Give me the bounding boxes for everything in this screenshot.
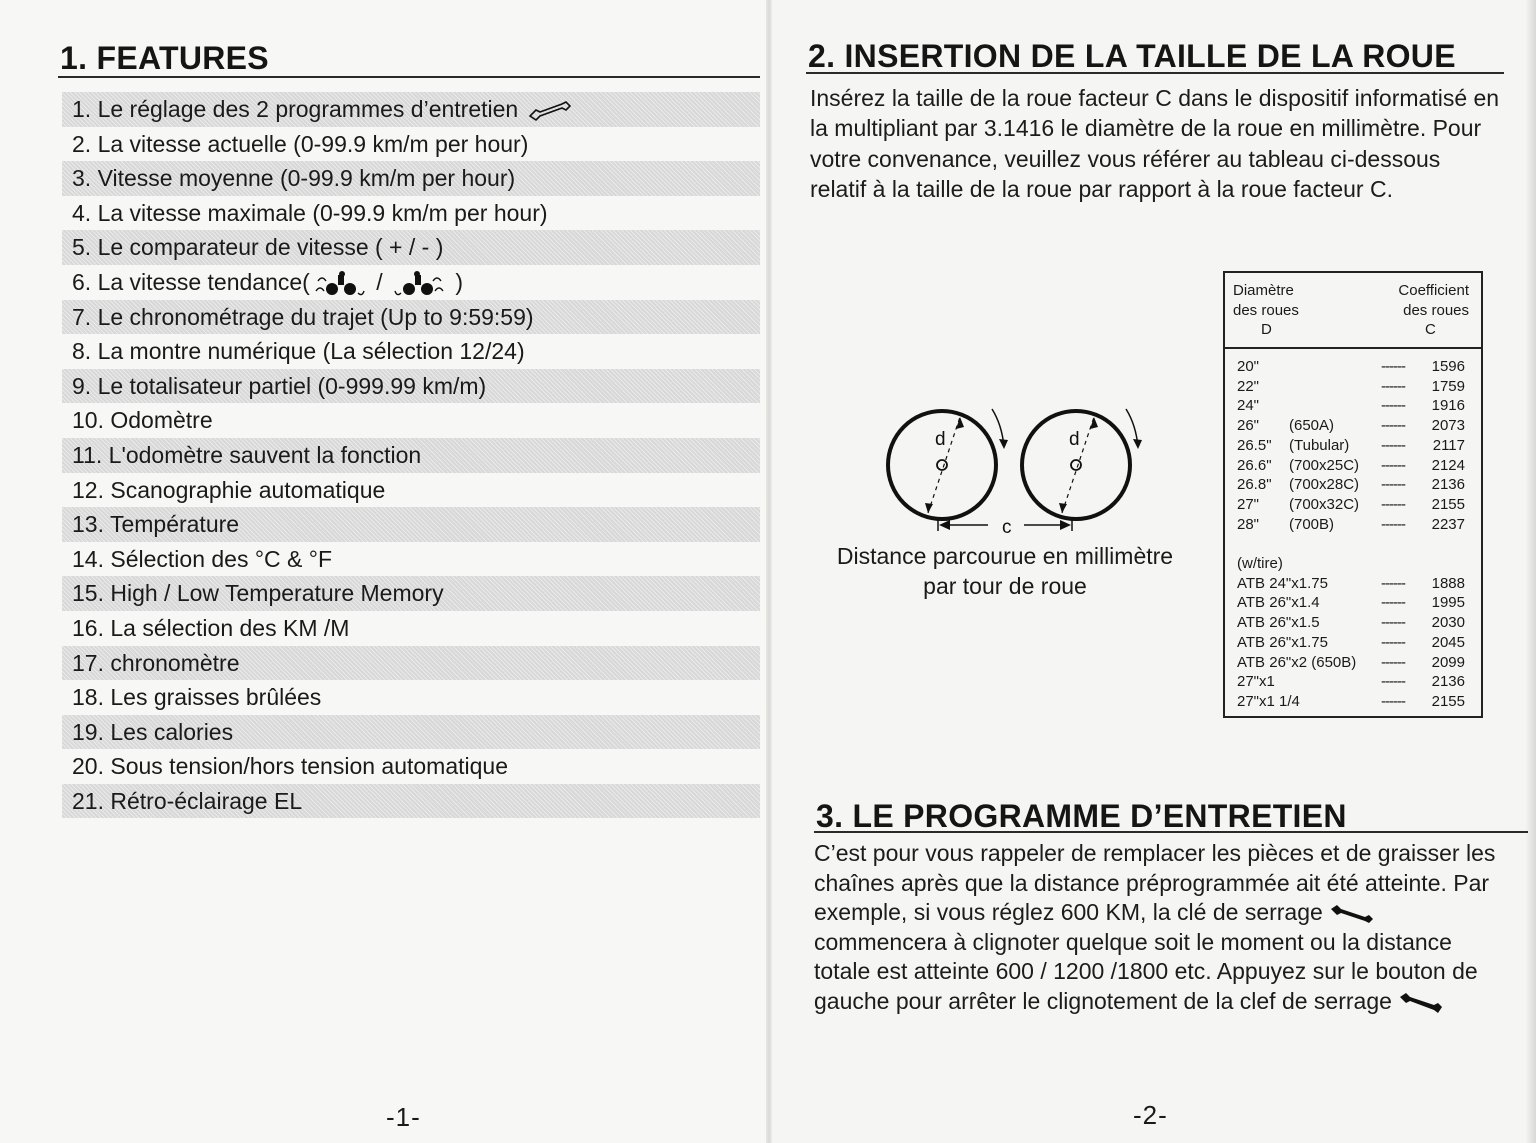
wheel-size: 26": [1237, 417, 1260, 435]
wheel-size: 24": [1237, 397, 1260, 415]
wheel-coefficient: 2124: [1431, 456, 1465, 474]
table-row: [1225, 515, 1481, 535]
wheel-size: ATB 26"x1.4: [1237, 594, 1320, 612]
dash-leader: ------: [1381, 614, 1405, 632]
trend-separator: /: [369, 268, 389, 295]
header-coefficient-line2: des roues: [1403, 302, 1469, 319]
wheel-size-heading: 2. INSERTION DE LA TAILLE DE LA ROUE: [808, 38, 1456, 74]
wheel-coefficient: 2136: [1431, 476, 1465, 494]
feature-text: 4. La vitesse maximale (0-99.9 km/m per hour): [72, 199, 548, 226]
wheel-coefficient: 1916: [1431, 397, 1465, 415]
dash-leader: ------: [1381, 515, 1405, 533]
table-row: [1225, 436, 1481, 456]
wheel-coefficient: 2030: [1431, 614, 1465, 632]
feature-text: 14. Sélection des °C & °F: [72, 545, 333, 572]
feature-item: [62, 749, 760, 784]
wheel-size: ATB 26"x2 (650B): [1237, 653, 1357, 671]
feature-item: [62, 196, 760, 231]
wheel-coefficient: 2155: [1431, 495, 1465, 513]
dash-leader: ------: [1381, 377, 1405, 395]
wheel-type: (700x32C): [1289, 495, 1360, 513]
wheel-size: (w/tire): [1237, 555, 1283, 572]
table-row: [1225, 456, 1481, 476]
feature-item: [62, 611, 760, 646]
feature-item: [62, 784, 760, 819]
maintenance-heading: 3. LE PROGRAMME D’ENTRETIEN: [816, 798, 1347, 834]
feature-text: 21. Rétro-éclairage EL: [72, 787, 303, 814]
feature-text: 9. Le totalisateur partiel (0-999.99 km/m): [72, 372, 487, 399]
feature-item: [62, 300, 760, 335]
features-heading-rule: [58, 76, 760, 78]
feature-item: [62, 507, 760, 542]
wheel-size: ATB 26"x1.75: [1237, 633, 1328, 651]
feature-item: [62, 715, 760, 750]
header-d: D: [1261, 321, 1272, 338]
table-row: [1225, 653, 1481, 673]
feature-text: 1. Le réglage des 2 programmes d’entretien: [72, 96, 519, 122]
wheel-type: (Tubular): [1289, 436, 1350, 454]
dash-leader: ------: [1381, 358, 1405, 375]
wheel-size: ATB 24"x1.75: [1237, 574, 1328, 592]
dash-leader: ------: [1381, 673, 1405, 691]
dash-leader: ------: [1381, 417, 1405, 435]
wheel-coefficient: 2237: [1431, 515, 1465, 533]
feature-text: 16. La sélection des KM /M: [72, 614, 350, 641]
feature-text: 17. chronomètre: [72, 649, 240, 676]
maintenance-text-part2: commencera à clignoter quelque soit le moment ou la distance totale est atteinte 600 / 1200 /1800 etc. Appuyez sur le bouton de gauche pour arrêter le clignotement de la clef de serrage: [814, 928, 1478, 1014]
header-diameter-line1: Diamètre: [1233, 282, 1294, 299]
feature-text: 5. Le comparateur de vitesse ( + / - ): [72, 234, 444, 261]
feature-text: 18. Les graisses brûlées: [72, 684, 322, 711]
feature-text: 20. Sous tension/hors tension automatique: [72, 753, 509, 780]
feature-text: 11. L'odomètre sauvent la fonction: [72, 441, 422, 468]
feature-text: 7. Le chronométrage du trajet (Up to 9:59:59): [72, 303, 534, 330]
feature-item: [62, 542, 760, 577]
wheel-coefficient: 1888: [1431, 574, 1465, 592]
feature-item: [62, 127, 760, 162]
wrench-icon: [526, 100, 574, 122]
wheel-right: [1022, 409, 1142, 519]
table-header: [1225, 273, 1481, 349]
trend-close: ): [449, 268, 464, 295]
feature-item: [62, 403, 760, 438]
wheel-type: (700x28C): [1289, 476, 1360, 494]
page-fold: [766, 0, 772, 1143]
table-row: [1225, 692, 1481, 712]
maintenance-paragraph: [814, 839, 1504, 1017]
table-row: [1225, 377, 1481, 397]
wheel-coefficient: 1995: [1431, 594, 1465, 612]
feature-item: [62, 265, 760, 300]
diagram-caption: [815, 541, 1195, 601]
table-row: [1225, 357, 1481, 377]
header-coefficient-line1: Coefficient: [1398, 282, 1469, 299]
wheel-type: (700x25C): [1289, 456, 1360, 474]
wheel-size: 27": [1237, 495, 1260, 513]
feature-text: 2. La vitesse actuelle (0-99.9 km/m per hour): [72, 130, 529, 157]
wheel-size: 27"x1 1/4: [1237, 692, 1300, 710]
feature-text: 6. La vitesse tendance(: [72, 268, 310, 295]
feature-item: [62, 646, 760, 681]
cyclist-trend-icon: [314, 271, 366, 297]
wheel-size: 26.6": [1237, 456, 1272, 474]
wheel-size: 22": [1237, 377, 1260, 395]
header-diameter-line2: des roues: [1233, 302, 1299, 319]
wheel-type: (700B): [1289, 515, 1335, 533]
dash-leader: ------: [1381, 456, 1405, 474]
feature-text: 13. Température: [72, 511, 240, 538]
page-number-right: -2-: [1133, 1100, 1168, 1130]
feature-item: [62, 230, 760, 265]
table-row: [1225, 554, 1481, 574]
feature-item: [62, 334, 760, 369]
feature-item: [62, 473, 760, 508]
features-list: [62, 92, 760, 818]
feature-text: 15. High / Low Temperature Memory: [72, 580, 444, 607]
wheel-coefficient: 2073: [1431, 417, 1465, 435]
wheel-size: 26.8": [1237, 476, 1272, 494]
feature-text: 8. La montre numérique (La sélection 12/24): [72, 338, 525, 365]
diagram-label-c: c: [1002, 517, 1012, 538]
page-edge: [1526, 0, 1536, 1143]
features-heading: 1. FEATURES: [60, 40, 269, 76]
table-row: [1225, 574, 1481, 594]
feature-item: [62, 369, 760, 404]
wheel-coefficient: 1596: [1431, 358, 1465, 375]
wheel-size-heading-rule: [806, 72, 1504, 74]
wheel-coefficient: 1759: [1431, 377, 1465, 395]
dash-leader: ------: [1381, 594, 1405, 612]
feature-text: 10. Odomètre: [72, 407, 213, 434]
table-row: [1225, 613, 1481, 633]
wheel-left: [888, 409, 1008, 519]
table-row: [1225, 672, 1481, 692]
dash-leader: ------: [1381, 397, 1405, 415]
header-coefficient: [1398, 281, 1469, 321]
table-row: [1225, 475, 1481, 495]
diagram-label-d: d: [935, 429, 946, 450]
wheel-coefficient: 2045: [1431, 633, 1465, 651]
header-c: C: [1425, 321, 1436, 338]
wheel-diagram: [880, 395, 1150, 540]
feature-item: [62, 680, 760, 715]
maintenance-heading-rule: [814, 831, 1528, 833]
wheel-size: ATB 26"x1.5: [1237, 614, 1320, 632]
wheel-type: (650A): [1289, 417, 1335, 435]
dash-leader: ------: [1381, 692, 1405, 710]
wrench-icon: [1398, 991, 1444, 1015]
feature-item: [62, 161, 760, 196]
wheel-coefficient: 2136: [1431, 673, 1465, 691]
dash-leader: ------: [1381, 633, 1405, 651]
header-diameter: [1233, 281, 1299, 321]
page-number-left: -1-: [386, 1102, 421, 1132]
table-row: [1225, 633, 1481, 653]
wheel-coefficient: 2099: [1431, 653, 1465, 671]
wheel-coefficient: 2117: [1432, 436, 1465, 454]
feature-text: 3. Vitesse moyenne (0-99.9 km/m per hour): [72, 165, 516, 192]
dash-leader: ------: [1381, 495, 1405, 513]
wheel-size-table: [1223, 271, 1483, 718]
dash-leader: ------: [1381, 476, 1405, 494]
wheel-size-paragraph: Insérez la taille de la roue facteur C dans le dispositif informatisé en la multipliant par 3.1416 le diamètre de la roue en millimètre. Pour votre convenance, veuillez vous référer au tableau ci-dessous relatif à la taille de la roue par rapport à la roue facteur C.: [810, 85, 1500, 202]
feature-item: [62, 92, 760, 127]
cyclist-trend-icon: [393, 271, 445, 297]
diagram-label-d-2: d: [1069, 429, 1080, 450]
feature-text: 12. Scanographie automatique: [72, 476, 386, 503]
table-row: [1225, 416, 1481, 436]
caption-line-2: par tour de roue: [923, 573, 1087, 599]
table-row: [1225, 593, 1481, 613]
maintenance-text-part1: C’est pour vous rappeler de remplacer les pièces et de graisser les chaînes après que la distance préprogrammée ait été atteinte. Par exemple, si vous réglez 600 KM, la clé de serrage: [814, 840, 1496, 926]
feature-text: 19. Les calories: [72, 718, 234, 745]
wheel-size: 20": [1237, 358, 1260, 375]
wheel-coefficient: 2155: [1431, 692, 1465, 710]
dash-leader: ------: [1381, 574, 1405, 592]
caption-line-1: Distance parcourue en millimètre: [836, 543, 1174, 569]
feature-item: [62, 576, 760, 611]
table-row: [1225, 396, 1481, 416]
feature-item: [62, 438, 760, 473]
wrench-icon: [1329, 903, 1375, 925]
table-row: [1225, 495, 1481, 515]
wheel-size: 27"x1: [1237, 673, 1275, 691]
dash-leader: ------: [1381, 653, 1405, 671]
wheel-size: 26.5": [1237, 436, 1272, 454]
wheel-size: 28": [1237, 515, 1260, 533]
dash-leader: ------: [1381, 436, 1405, 454]
